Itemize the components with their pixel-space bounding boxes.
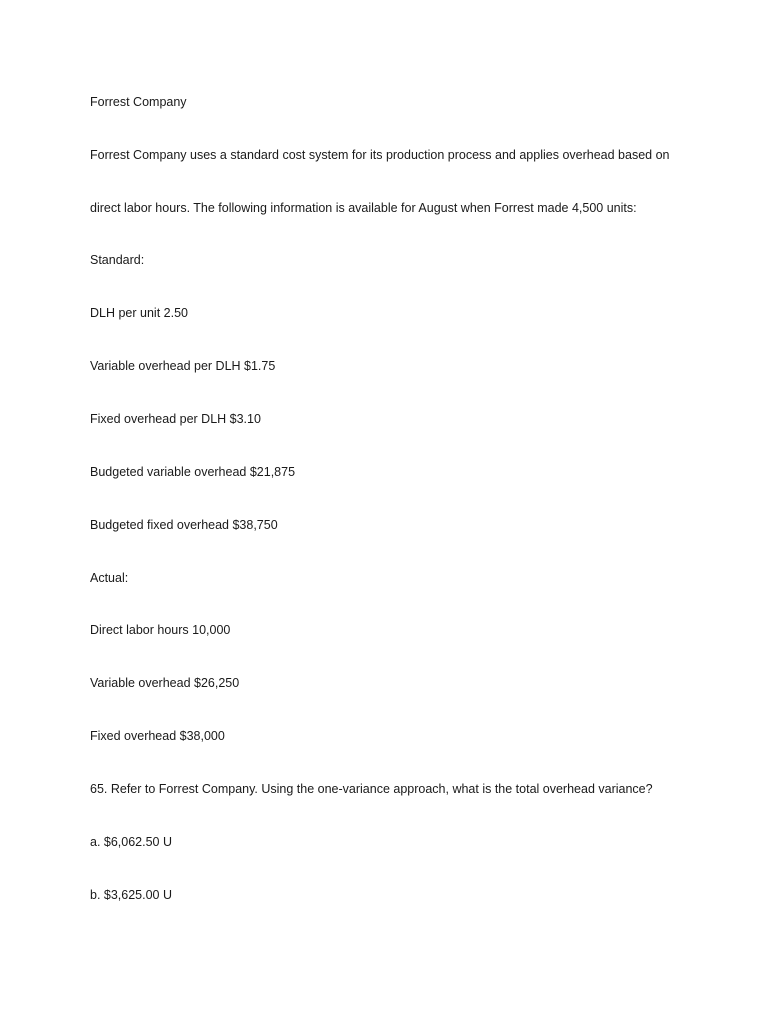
question-text: 65. Refer to Forrest Company. Using the one-variance approach, what is the total overhead variance?: [90, 782, 653, 796]
intro-line-1: Forrest Company uses a standard cost system for its production process and applies overhead based on: [90, 148, 670, 162]
standard-item-budgeted-variable-overhead: Budgeted variable overhead $21,875: [90, 465, 296, 479]
answer-option-a: a. $6,062.50 U: [90, 835, 173, 849]
document-heading: Forrest Company: [90, 95, 187, 109]
actual-item-direct-labor-hours: Direct labor hours 10,000: [90, 623, 231, 637]
standard-item-budgeted-fixed-overhead: Budgeted fixed overhead $38,750: [90, 518, 278, 532]
actual-item-fixed-overhead: Fixed overhead $38,000: [90, 729, 225, 743]
standard-item-variable-overhead-rate: Variable overhead per DLH $1.75: [90, 359, 276, 373]
actual-label: Actual:: [90, 571, 129, 585]
standard-item-fixed-overhead-rate: Fixed overhead per DLH $3.10: [90, 412, 261, 426]
standard-item-dlh-per-unit: DLH per unit 2.50: [90, 306, 188, 320]
answer-option-b: b. $3,625.00 U: [90, 888, 173, 902]
intro-line-2: direct labor hours. The following information is available for August when Forrest made 4,500 units:: [90, 201, 637, 215]
standard-label: Standard:: [90, 253, 145, 267]
actual-item-variable-overhead: Variable overhead $26,250: [90, 676, 240, 690]
